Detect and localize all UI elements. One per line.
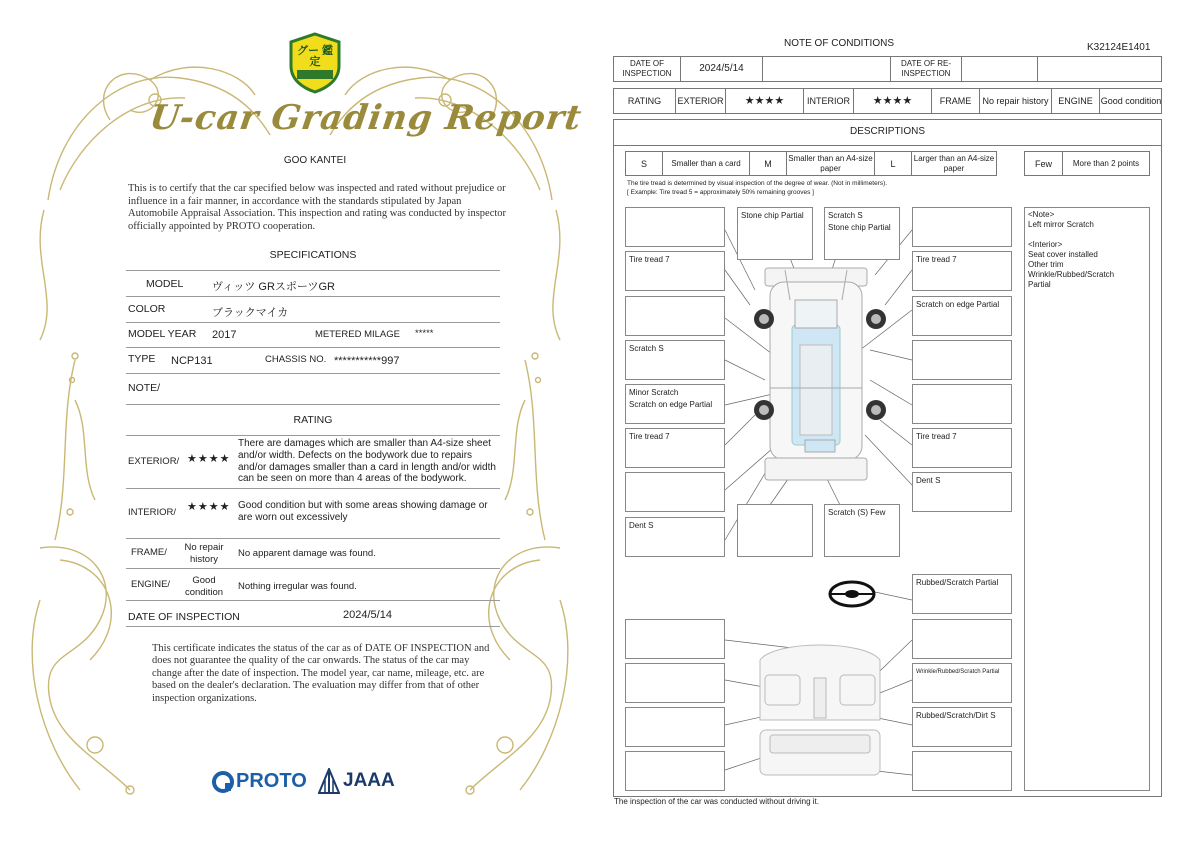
engine-value: Good condition	[1100, 96, 1162, 106]
condition-box-left-dent: Dent S	[625, 517, 725, 557]
jaaa-wordmark: JAAA	[343, 770, 395, 791]
sheet-title: NOTE OF CONDITIONS	[784, 38, 894, 49]
divider	[126, 404, 500, 405]
divider	[126, 600, 500, 601]
divider	[126, 296, 500, 297]
mileage-label: METERED MILAGE	[315, 329, 400, 340]
car-interior-view	[760, 645, 880, 775]
condition-box	[625, 663, 725, 703]
divider	[126, 568, 500, 569]
condition-box	[912, 340, 1012, 380]
condition-box	[912, 207, 1012, 247]
frame-value: No repair history	[980, 89, 1052, 113]
jaaa-mark-icon	[318, 768, 340, 794]
frame-value: No repair history	[184, 542, 224, 565]
legend-l: L	[875, 152, 912, 175]
frame-label: FRAME	[932, 89, 980, 113]
exterior-label: EXTERIOR/	[128, 456, 180, 467]
date-of-inspection-label: DATE OF INSPECTION	[128, 611, 240, 623]
descriptions-heading: DESCRIPTIONS	[849, 126, 925, 137]
color-value: ブラックマイカ	[212, 307, 289, 319]
notes-box: <Note> Left mirror Scratch <Interior> Seat cover installed Other trim Wrinkle/Rubbed/Scratch Partial	[1024, 207, 1150, 791]
condition-box	[625, 751, 725, 791]
condition-box	[625, 472, 725, 512]
interior-description: Good condition but with some areas showing damage or are worn out excessively	[238, 500, 488, 523]
condition-box	[625, 296, 725, 336]
frame-description: No apparent damage was found.	[238, 548, 376, 559]
condition-box-bottom-few: Scratch (S) Few	[824, 504, 900, 557]
color-label: COLOR	[128, 303, 166, 315]
condition-box-right-tire-front: Tire tread 7	[912, 251, 1012, 291]
proto-mark-icon	[212, 771, 234, 793]
document-id: K32124E1401	[1087, 42, 1151, 53]
specifications-heading: SPECIFICATIONS	[269, 249, 357, 261]
condition-box	[912, 384, 1012, 424]
divider	[126, 322, 500, 323]
condition-box-top-stone-chip: Stone chip Partial	[737, 207, 813, 260]
exterior-description: There are damages which are smaller than A4-size sheet and/or width. Defects on the bodywork due to repairs and/or damages smaller than a card in length and/or width can be seen on more than 4 areas of the bodywork.	[238, 438, 496, 485]
date-of-inspection-value: 2024/5/14	[343, 609, 392, 621]
steering-wheel-icon	[830, 582, 874, 606]
re-inspection-label: DATE OF RE-INSPECTION	[891, 57, 962, 81]
condition-box	[737, 504, 813, 557]
legend-few-desc: More than 2 points	[1072, 158, 1140, 168]
interior-stars: ★★★★	[854, 89, 932, 113]
tire-example: [ Example: Tire tread 5 = approximately 50% remaining grooves ]	[627, 189, 814, 196]
legend-s-desc: Smaller than a card	[663, 152, 750, 175]
date-of-inspection-label: DATE OF INSPECTION	[614, 57, 681, 81]
rating-heading: RATING	[293, 414, 333, 426]
exterior-stars: ★★★★	[187, 453, 231, 465]
condition-box-left-tire-front: Tire tread 7	[625, 251, 725, 291]
condition-box-right-edge: Scratch on edge Partial	[912, 296, 1012, 336]
divider	[126, 270, 500, 271]
divider	[126, 435, 500, 436]
model-year-value: 2017	[212, 329, 237, 341]
mileage-value: *****	[415, 328, 434, 339]
note-of-conditions-sheet	[600, 0, 1200, 848]
condition-box-left-tire-rear: Tire tread 7	[625, 428, 725, 468]
certificate-disclaimer: This certificate indicates the status of the car as of DATE OF INSPECTION and does not guarantee the quality of the car onwards. The status of the car may change after the date of inspection. The model year, car name, mileage, etc. are based on the dealer's declaration. The evaluation may differ from that of other inspection organizations.	[152, 643, 490, 704]
type-label: TYPE	[128, 353, 156, 365]
proto-wordmark: PROTO	[236, 770, 307, 792]
exterior-stars: ★★★★	[726, 89, 804, 113]
report-subtitle: GOO KANTEI	[283, 155, 347, 166]
condition-box	[625, 207, 725, 247]
car-top-view	[765, 268, 867, 480]
proto-logo	[212, 770, 307, 793]
model-label: MODEL	[146, 278, 184, 290]
divider	[126, 347, 500, 348]
condition-box-interior-wrinkle: Wrinkle/Rubbed/Scratch Partial	[912, 663, 1012, 703]
goo-kantei-badge	[287, 32, 343, 94]
model-value: ヴィッツ GRスポーツGR	[212, 281, 335, 293]
condition-box-interior-dirt: Rubbed/Scratch/Dirt S	[912, 707, 1012, 747]
condition-box-top-scratch-stone: Scratch S Stone chip Partial	[824, 207, 900, 260]
engine-label: ENGINE	[1052, 89, 1100, 113]
condition-box	[625, 707, 725, 747]
legend-s: S	[626, 152, 663, 175]
legend-few: Few	[1025, 152, 1063, 175]
divider	[126, 626, 500, 627]
rating-label: RATING	[614, 89, 676, 113]
condition-box-steering: Rubbed/Scratch Partial	[912, 574, 1012, 614]
engine-value: Good condition	[184, 575, 224, 598]
condition-box-left-scratch: Scratch S	[625, 340, 725, 380]
legend-m: M	[750, 152, 787, 175]
exterior-label: EXTERIOR	[676, 89, 726, 113]
divider	[126, 373, 500, 374]
engine-label: ENGINE/	[131, 579, 171, 590]
engine-description: Nothing irregular was found.	[238, 581, 357, 592]
model-year-label: MODEL YEAR	[128, 328, 197, 340]
condition-box-right-dent: Dent S	[912, 472, 1012, 512]
badge-label: グー 鑑定	[296, 45, 334, 68]
report-title: U-car Grading Report	[147, 98, 585, 138]
condition-box-left-minor-scratch: Minor Scratch Scratch on edge Partial	[625, 384, 725, 424]
jaaa-logo	[318, 768, 395, 794]
tire-note: The tire tread is determined by visual inspection of the degree of wear. (Not in millimeters).	[627, 180, 888, 187]
condition-box	[625, 619, 725, 659]
frame-label: FRAME/	[131, 547, 167, 558]
divider	[126, 538, 500, 539]
type-value: NCP131	[171, 355, 213, 367]
date-of-inspection-value: 2024/5/14	[681, 57, 763, 81]
condition-box-right-tire-rear: Tire tread 7	[912, 428, 1012, 468]
interior-stars: ★★★★	[187, 501, 231, 513]
chassis-value: ***********997	[334, 355, 400, 367]
certification-statement: This is to certify that the car specified below was inspected and rated without prejudice or influence in a fair manner, in accordance with the standards stipulated by Japan Automobile Appraisal Association. This inspection and rating was conducted by inspector officially appointed by PROTO cooperation.	[128, 183, 507, 232]
legend-l-desc: Larger than an A4-size paper	[913, 153, 995, 173]
condition-box	[912, 619, 1012, 659]
interior-label: INTERIOR/	[128, 507, 177, 518]
interior-label: INTERIOR	[804, 89, 854, 113]
condition-box	[912, 751, 1012, 791]
chassis-label: CHASSIS NO.	[265, 354, 327, 365]
inspection-footer: The inspection of the car was conducted without driving it.	[614, 797, 819, 806]
note-label: NOTE/	[128, 382, 161, 394]
legend-m-desc: Smaller than an A4-size paper	[787, 152, 875, 175]
divider	[126, 488, 500, 489]
